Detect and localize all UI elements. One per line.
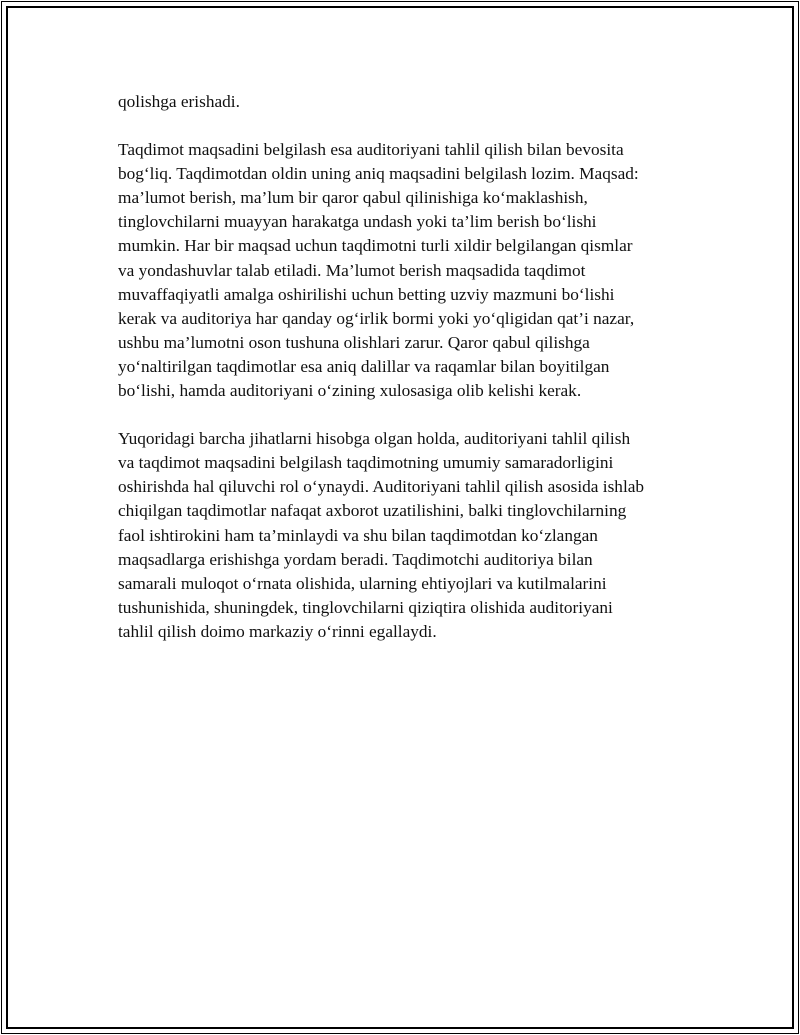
text-line: maqsadlarga erishishga yordam beradi. Taqdimotchi auditoriya bilan: [118, 549, 593, 569]
text-line: samarali muloqot o‘rnata olishida, ularning ehtiyojlari va kutilmalarini: [118, 573, 607, 593]
text-line: bog‘liq. Taqdimotdan oldin uning aniq maqsadini belgilash lozim. Maqsad:: [118, 164, 639, 184]
text-line: muvaffaqiyatli amalga oshirilishi uchun betting uzviy mazmuni bo‘lishi: [118, 284, 615, 304]
text-line: bo‘lishi, hamda auditoriyani o‘zining xulosasiga olib kelishi kerak.: [118, 381, 582, 401]
text-line: Taqdimot maqsadini belgilash esa auditoriyani tahlil qilish bilan bevosita: [118, 140, 624, 160]
text-line: tinglovchilarni muayyan harakatga undash yoki ta’lim berish bo‘lishi: [118, 212, 597, 232]
text-line: ma’lumot berish, ma’lum bir qaror qabul qilinishiga ko‘maklashish,: [118, 188, 588, 208]
text-line: qolishga erishadi.: [118, 92, 240, 111]
text-line: ushbu ma’lumotni oson tushuna olishlari zarur. Qaror qabul qilishga: [118, 332, 590, 352]
paragraph: [118, 138, 678, 403]
paragraph: [118, 90, 678, 114]
text-line: tushunishida, shuningdek, tinglovchilarni qiziqtira olishida auditoriyani: [118, 597, 613, 617]
text-line: Yuqoridagi barcha jihatlarni hisobga olgan holda, auditoriyani tahlil qilish: [118, 429, 631, 449]
text-line: tahlil qilish doimo markaziy o‘rinni egallaydi.: [118, 621, 437, 641]
text-line: mumkin. Har bir maqsad uchun taqdimotni turli xildir belgilangan qismlar: [118, 236, 633, 256]
text-line: chiqilgan taqdimotlar nafaqat axborot uzatilishini, balki tinglovchilarning: [118, 501, 627, 521]
document-body: [118, 90, 678, 668]
text-line: va taqdimot maqsadini belgilash taqdimotning umumiy samaradorligini: [118, 453, 614, 473]
text-line: faol ishtirokini ham ta’minlaydi va shu bilan taqdimotdan ko‘zlangan: [118, 525, 598, 545]
text-line: kerak va auditoriya har qanday og‘irlik bormi yoki yo‘qligidan qat’i nazar,: [118, 308, 635, 328]
text-line: va yondashuvlar talab etiladi. Ma’lumot berish maqsadida taqdimot: [118, 260, 586, 280]
text-line: oshirishda hal qiluvchi rol o‘ynaydi. Auditoriyani tahlil qilish asosida ishlab: [118, 477, 645, 497]
text-line: yo‘naltirilgan taqdimotlar esa aniq dalillar va raqamlar bilan boyitilgan: [118, 356, 610, 376]
paragraph: [118, 427, 678, 644]
